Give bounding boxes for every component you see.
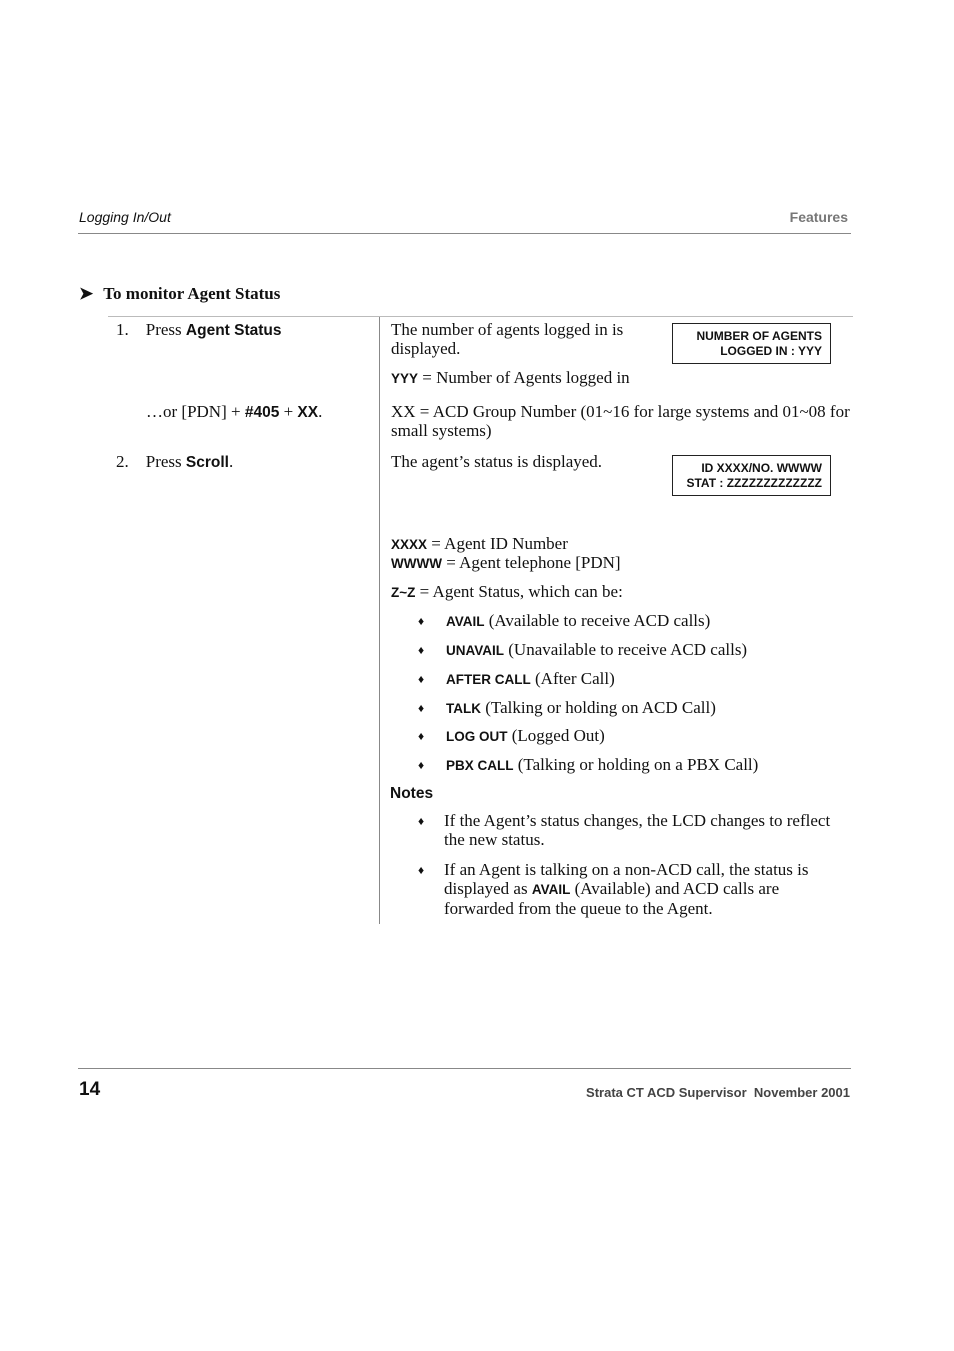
step-2-action: 2. Press Scroll. — [116, 452, 234, 471]
z-z-definition: Z~Z = Agent Status, which can be: — [391, 582, 623, 601]
note-item: If the Agent’s status changes, the LCD changes to reflect the new status. — [444, 811, 831, 849]
bullet-icon: ♦ — [418, 672, 425, 686]
wwww-definition: WWWW = Agent telephone [PDN] — [391, 553, 621, 572]
bullet-icon: ♦ — [418, 643, 425, 657]
publication-footer: Strata CT ACD Supervisor November 2001 — [586, 1085, 850, 1100]
lcd-line-1: NUMBER OF AGENTS — [696, 329, 822, 343]
yyy-definition: YYY = Number of Agents logged in — [391, 368, 630, 387]
bullet-icon: ♦ — [418, 614, 425, 628]
step-1-alternative-action: …or [PDN] + #405 + XX. — [146, 402, 323, 421]
list-item: TALK (Talking or holding on ACD Call) — [446, 698, 716, 717]
lcd-display-agent-status — [672, 455, 831, 496]
step-number: 1. — [116, 320, 129, 339]
list-item: UNAVAIL (Unavailable to receive ACD calls) — [446, 640, 748, 659]
column-divider — [379, 317, 380, 924]
procedure-title: To monitor Agent Status — [103, 284, 281, 303]
bullet-icon: ♦ — [418, 758, 425, 772]
list-item: LOG OUT (Logged Out) — [446, 726, 605, 745]
bullet-icon: ♦ — [418, 814, 425, 828]
bullet-icon: ♦ — [418, 729, 425, 743]
step-number: 2. — [116, 452, 129, 471]
xx-definition: XX = ACD Group Number (01~16 for large systems and 01~08 for small systems) — [391, 402, 850, 440]
header-rule — [78, 233, 851, 234]
bullet-icon: ♦ — [418, 863, 425, 877]
step-2-description: The agent’s status is displayed. — [391, 452, 603, 471]
table-top-rule — [108, 316, 853, 317]
bullet-icon: ♦ — [418, 701, 425, 715]
scroll-key: Scroll — [185, 454, 229, 471]
procedure-heading — [79, 284, 280, 304]
notes-heading: Notes — [390, 785, 434, 802]
footer-rule — [78, 1068, 851, 1069]
lcd-display-agents-logged-in — [672, 323, 831, 364]
lcd-line-1: ID XXXX/NO. WWWW — [701, 461, 822, 475]
agent-status-key: Agent Status — [185, 322, 282, 339]
list-item: AVAIL (Available to receive ACD calls) — [446, 611, 711, 630]
list-item: PBX CALL (Talking or holding on a PBX Call) — [446, 755, 759, 774]
lcd-line-2: STAT : ZZZZZZZZZZZZZ — [686, 476, 822, 490]
list-item: AFTER CALL (After Call) — [446, 669, 615, 688]
step-1-description: The number of agents logged in is displayed. — [391, 320, 624, 358]
step-1-action: 1. Press Agent Status — [116, 320, 282, 339]
running-header-section: Logging In/Out — [79, 209, 171, 225]
note-item: If an Agent is talking on a non-ACD call, the status is displayed as AVAIL (Available) and ACD calls are forwarded from the queue to the Agent. — [444, 860, 809, 918]
lcd-line-2: LOGGED IN : YYY — [720, 344, 822, 358]
running-header-chapter: Features — [789, 209, 848, 225]
page-number: 14 — [79, 1079, 101, 1100]
arrow-icon: ➤ — [79, 284, 94, 303]
xxxx-definition: XXXX = Agent ID Number — [391, 534, 568, 553]
